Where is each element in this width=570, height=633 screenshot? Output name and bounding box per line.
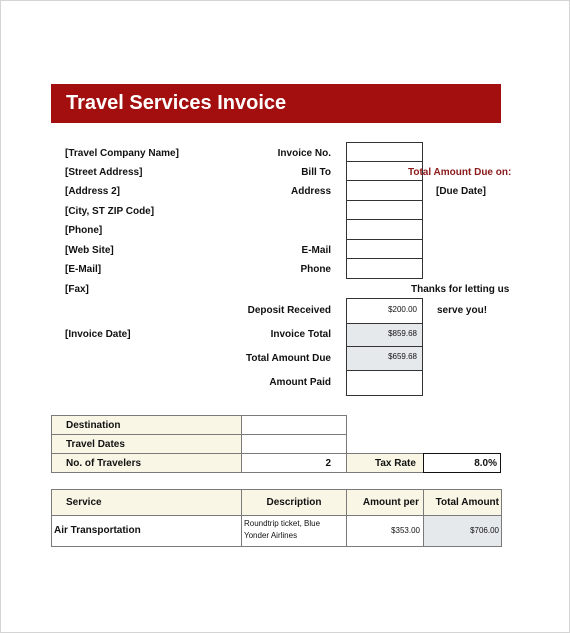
- company-street: [Street Address]: [65, 167, 143, 178]
- due-date: [Due Date]: [436, 186, 487, 197]
- deposit-received-value: $200.00: [388, 305, 417, 314]
- invoice-title-bar: [51, 84, 501, 123]
- address-field-2[interactable]: [346, 201, 423, 220]
- invoice-title: Travel Services Invoice: [66, 92, 287, 114]
- email-label: E-Mail: [301, 245, 331, 256]
- services-header-total-amount: Total Amount: [423, 489, 502, 516]
- description-line-1: Roundtrip ticket, Blue: [244, 519, 321, 528]
- services-header-amount-per: Amount per: [346, 489, 424, 516]
- company-website: [Web Site]: [65, 245, 114, 256]
- service-cell[interactable]: [51, 515, 242, 547]
- company-phone: [Phone]: [65, 225, 103, 236]
- tax-rate-label: Tax Rate: [346, 453, 424, 473]
- thanks-line-2: serve you!: [437, 305, 488, 316]
- total-amount-due-on-label: Total Amount Due on:: [408, 167, 512, 178]
- amount-paid-label: Amount Paid: [269, 377, 331, 388]
- thanks-line-1: Thanks for letting us: [411, 284, 510, 295]
- invoice-total-field: [346, 324, 423, 347]
- service-name: Air Transportation: [54, 525, 141, 536]
- invoice-total-label: Invoice Total: [270, 329, 331, 340]
- address-field-3[interactable]: [346, 220, 423, 240]
- services-header-description: Description: [241, 489, 347, 516]
- amount-paid-field[interactable]: [346, 371, 423, 396]
- invoice-no-field[interactable]: [346, 142, 423, 162]
- description-line-2: Yonder Airlines: [244, 531, 298, 540]
- company-city: [City, ST ZIP Code]: [65, 206, 155, 217]
- travel-dates-field[interactable]: [241, 434, 347, 454]
- total-amount-value: $706.00: [470, 526, 499, 535]
- destination-field[interactable]: [241, 415, 347, 435]
- total-amount-due-field: [346, 347, 423, 371]
- phone-label: Phone: [300, 264, 331, 275]
- email-field[interactable]: [346, 240, 423, 259]
- tax-rate-value[interactable]: 8.0%: [423, 453, 501, 473]
- travelers-label: No. of Travelers: [51, 453, 242, 473]
- invoice-date: [Invoice Date]: [65, 329, 131, 340]
- total-amount-due-label: Total Amount Due: [246, 353, 331, 364]
- company-name: [Travel Company Name]: [65, 148, 179, 159]
- bill-to-label: Bill To: [301, 167, 331, 178]
- services-header-service: Service: [51, 489, 242, 516]
- company-email: [E-Mail]: [65, 264, 102, 275]
- travelers-value[interactable]: 2: [241, 453, 347, 473]
- description-cell[interactable]: [241, 515, 347, 547]
- invoice-total-value: $859.68: [388, 329, 417, 338]
- travel-dates-label: Travel Dates: [51, 434, 242, 454]
- amount-per-value: $353.00: [391, 526, 420, 535]
- phone-field[interactable]: [346, 259, 423, 279]
- total-amount-due-value: $659.68: [388, 352, 417, 361]
- address-field-1[interactable]: [346, 181, 423, 201]
- address-label: Address: [290, 186, 331, 197]
- company-address2: [Address 2]: [65, 186, 121, 197]
- company-fax: [Fax]: [65, 284, 89, 295]
- deposit-received-label: Deposit Received: [247, 305, 331, 316]
- total-amount-cell: [423, 515, 502, 547]
- deposit-received-field[interactable]: [346, 298, 423, 324]
- invoice-no-label: Invoice No.: [277, 148, 331, 159]
- destination-label: Destination: [51, 415, 242, 435]
- amount-per-cell[interactable]: [346, 515, 424, 547]
